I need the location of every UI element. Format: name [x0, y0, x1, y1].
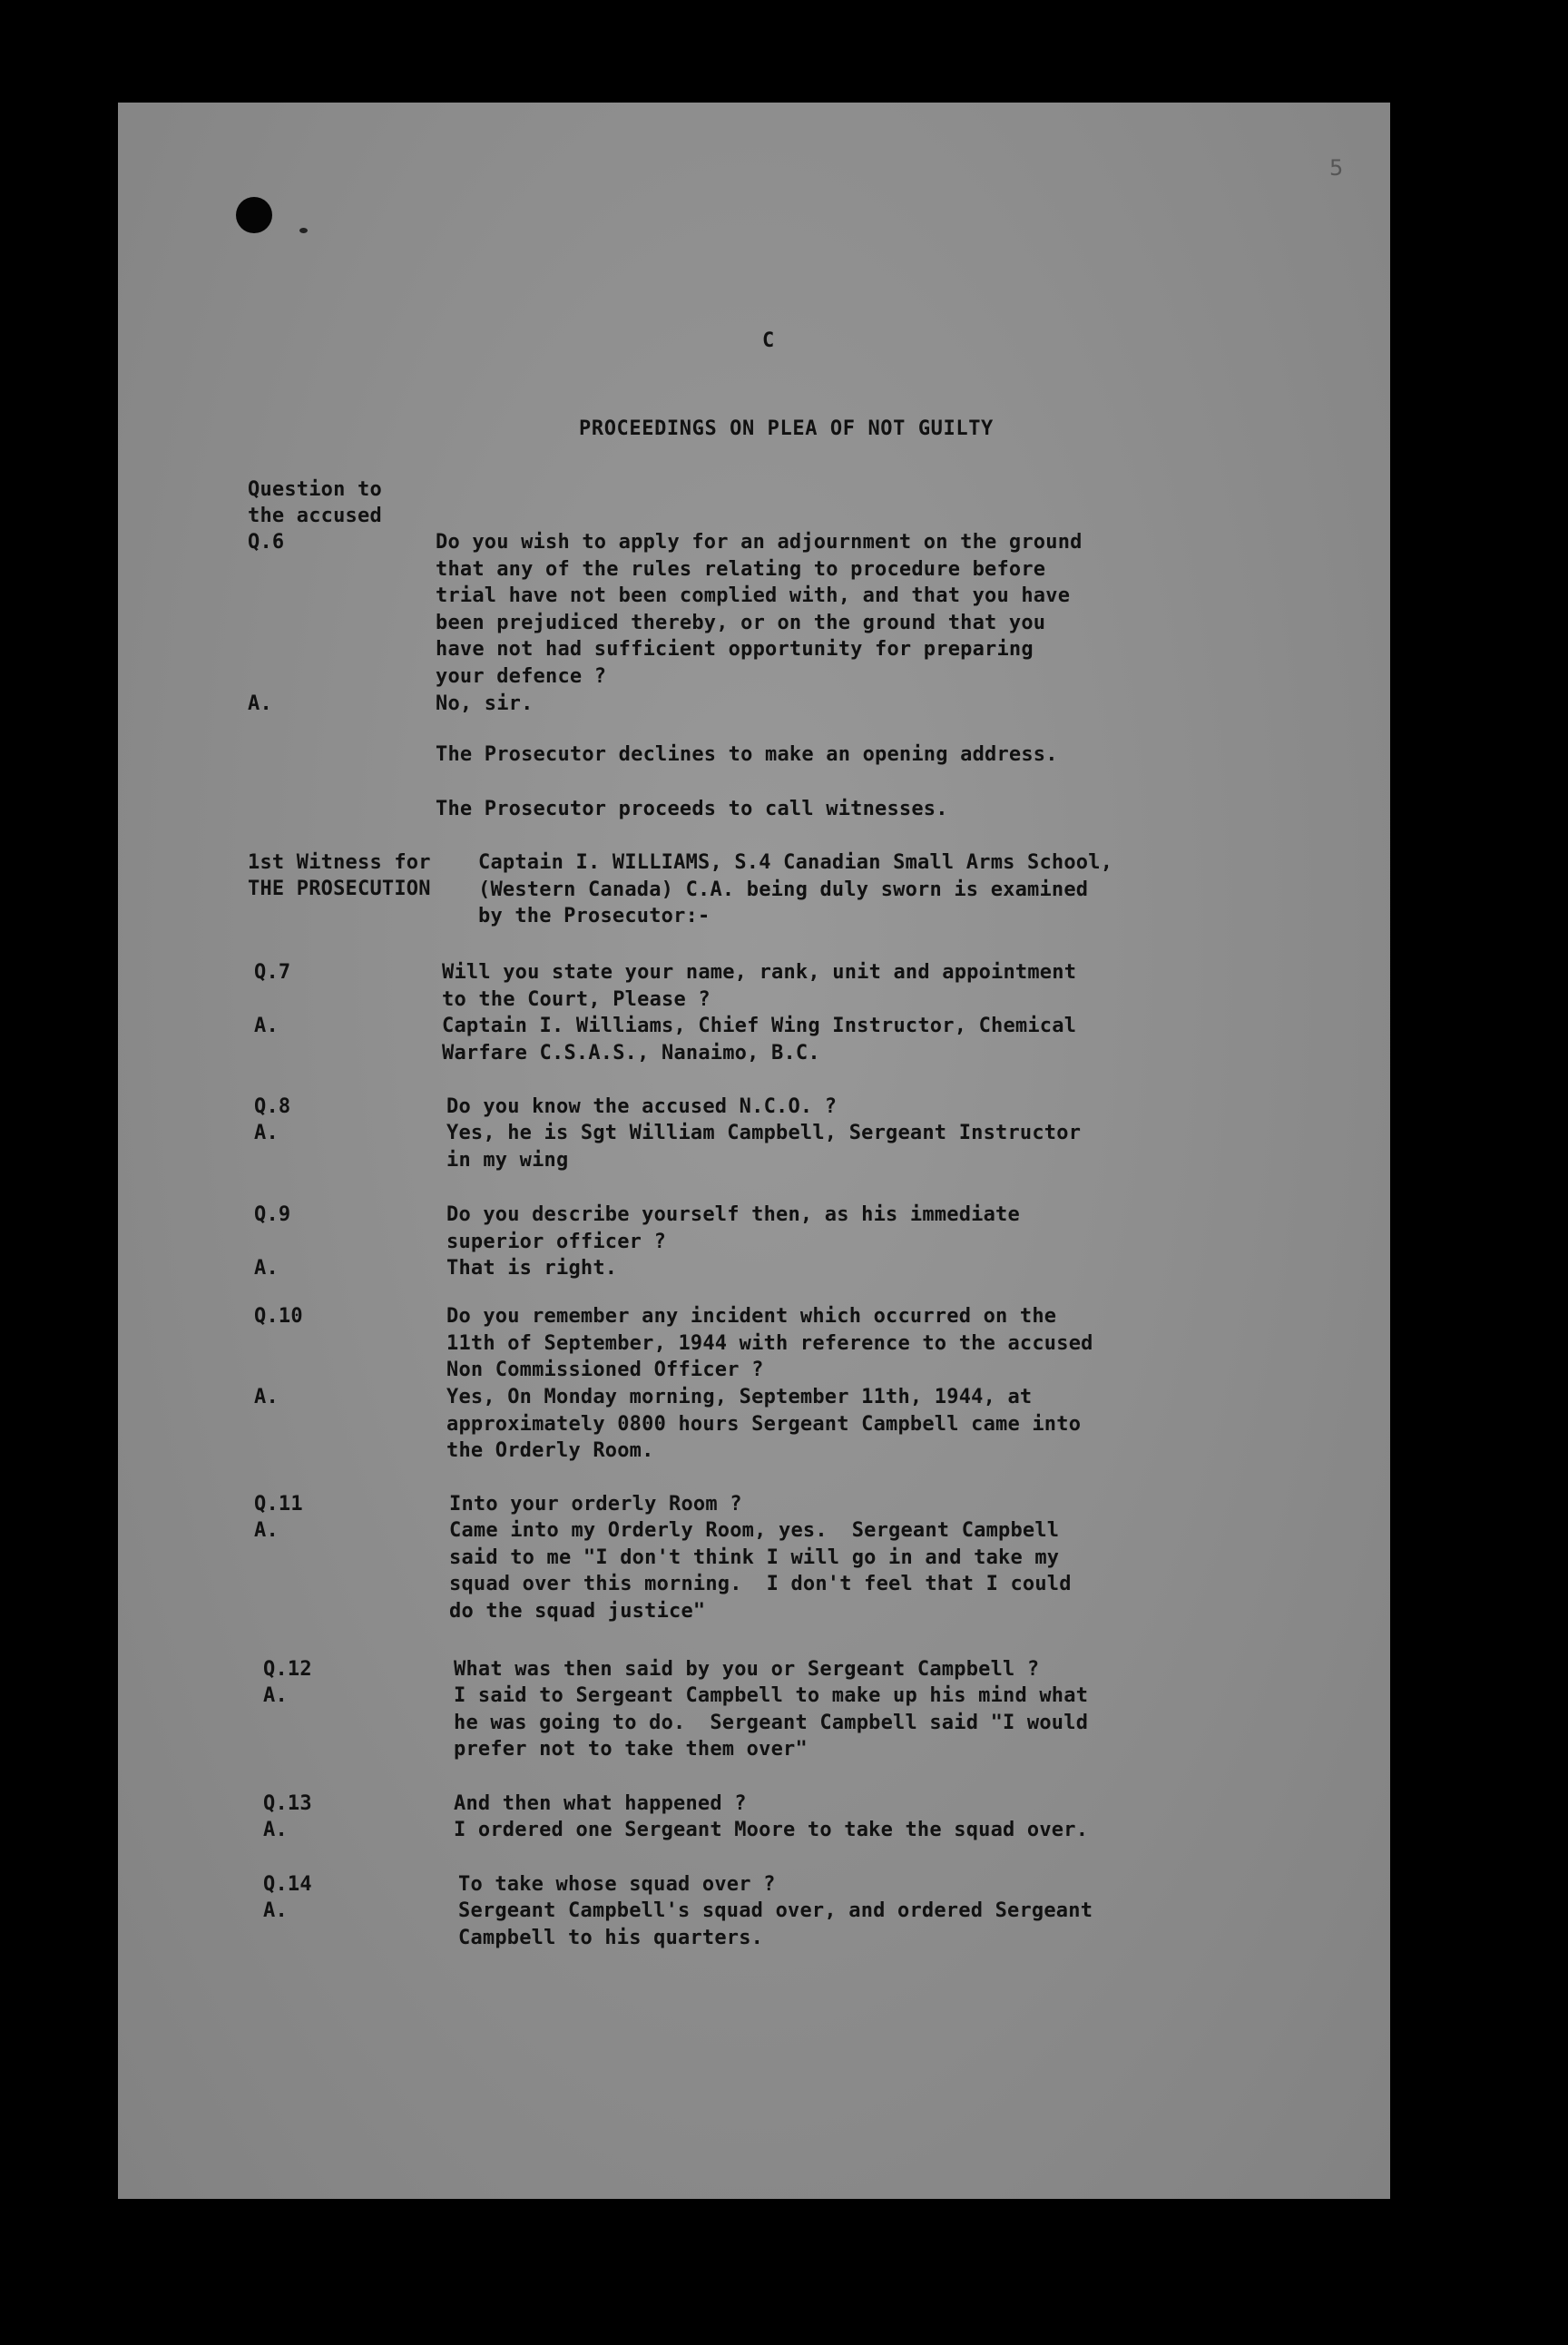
line: to the Court, Please ? [442, 987, 710, 1011]
q-text [446, 1303, 1093, 1384]
line: Campbell to his quarters. [458, 1926, 764, 1949]
line: approximately 0800 hours Sergeant Campbell came into [446, 1412, 1082, 1436]
line: your defence ? [436, 664, 607, 688]
line: To take whose squad over ? [458, 1873, 776, 1896]
line: 11th of September, 1944 with reference to the accused [446, 1331, 1093, 1355]
a-text [449, 1517, 1072, 1624]
line: squad over this morning. I don't feel that I could [449, 1573, 1072, 1595]
a-text: I ordered one Sergeant Moore to take the squad over. [454, 1819, 1089, 1841]
line: Captain I. WILLIAMS, S.4 Canadian Small Arms School, [478, 851, 1113, 874]
line: Came into my Orderly Room, yes. Sergeant Campbell [449, 1519, 1060, 1542]
line: Do you describe yourself then, as his immediate [446, 1203, 1020, 1226]
statement-witnesses: The Prosecutor proceeds to call witnesses. [436, 798, 948, 820]
line: Captain I. Williams, Chief Wing Instructor, Chemical [442, 1015, 1077, 1037]
question-number: Q.6 [248, 531, 285, 554]
line: Into your orderly Room ? [449, 1493, 742, 1516]
punch-hole [236, 197, 272, 233]
a-label: A. [263, 1899, 288, 1922]
statement-opening: The Prosecutor declines to make an opening address. [436, 743, 1058, 766]
line: Will you state your name, rank, unit and appointment [442, 961, 1077, 984]
document-page [118, 103, 1390, 2199]
question-text [436, 529, 1083, 690]
line: Do you remember any incident which occurred on the [446, 1305, 1057, 1328]
question-label-line-1: Question to [248, 478, 382, 501]
q-number: Q.13 [263, 1792, 312, 1815]
q-text [454, 1791, 747, 1818]
corner-mark: 5 [1329, 155, 1344, 181]
a-label: A. [263, 1684, 288, 1707]
a-label: A. [254, 1015, 279, 1037]
a-text [446, 1384, 1081, 1465]
line: Do you know the accused N.C.O. ? [446, 1095, 838, 1118]
line: trial have not been complied with, and that you have [436, 584, 1071, 607]
q-text [454, 1656, 1039, 1683]
q-text [442, 959, 1076, 1013]
q-number: Q.9 [254, 1203, 291, 1226]
q-text [458, 1871, 776, 1899]
q-text [446, 1202, 1020, 1255]
answer-label: A. [248, 692, 272, 715]
page-letter: C [762, 329, 775, 352]
a-text [458, 1898, 1093, 1951]
line: Yes, he is Sgt William Campbell, Sergeant Instructor [446, 1122, 1082, 1144]
answer-text: No, sir. [436, 692, 534, 715]
a-text [454, 1683, 1088, 1763]
a-text [446, 1120, 1081, 1173]
a-label: A. [254, 1386, 279, 1408]
question-label-line-2: the accused [248, 505, 382, 527]
q-number: Q.11 [254, 1493, 303, 1516]
a-label: A. [254, 1257, 279, 1280]
q-number: Q.10 [254, 1305, 303, 1328]
line: in my wing [446, 1148, 569, 1172]
line: Non Commissioned Officer ? [446, 1359, 764, 1381]
line: Yes, On Monday morning, September 11th, 1944, at [446, 1386, 1033, 1408]
line: Do you wish to apply for an adjournment on the ground [436, 531, 1083, 554]
line: said to me "I don't think I will go in and take my [449, 1545, 1060, 1569]
q-number: Q.7 [254, 961, 291, 984]
line: Sergeant Campbell's squad over, and ordered Sergeant [458, 1899, 1093, 1922]
line: Warfare C.S.A.S., Nanaimo, B.C. [442, 1041, 820, 1065]
ink-speck [299, 228, 308, 233]
a-label: A. [254, 1519, 279, 1542]
q-text [449, 1491, 742, 1518]
witness-description [478, 849, 1112, 930]
a-text: That is right. [446, 1257, 618, 1280]
line: prefer not to take them over" [454, 1738, 808, 1761]
q-number: Q.8 [254, 1095, 291, 1118]
line: (Western Canada) C.A. being duly sworn is examined [478, 878, 1089, 901]
line: have not had sufficient opportunity for preparing [436, 638, 1034, 661]
line: superior officer ? [446, 1230, 667, 1253]
q-text [446, 1094, 837, 1121]
line: that any of the rules relating to procedure before [436, 557, 1046, 581]
line: do the squad justice" [449, 1599, 706, 1623]
q-number: Q.14 [263, 1873, 312, 1896]
line: been prejudiced thereby, or on the ground that you [436, 611, 1046, 634]
witness-label-line-1: 1st Witness for [248, 851, 431, 874]
a-label: A. [263, 1819, 288, 1841]
line: And then what happened ? [454, 1792, 747, 1815]
line: by the Prosecutor:- [478, 905, 710, 927]
witness-label-line-2: THE PROSECUTION [248, 878, 431, 900]
line: What was then said by you or Sergeant Campbell ? [454, 1658, 1040, 1681]
line: I said to Sergeant Campbell to make up his mind what [454, 1684, 1089, 1707]
page-heading: PROCEEDINGS ON PLEA OF NOT GUILTY [579, 417, 994, 440]
q-number: Q.12 [263, 1658, 312, 1681]
a-label: A. [254, 1122, 279, 1144]
line: he was going to do. Sergeant Campbell said "I would [454, 1711, 1089, 1734]
a-text [442, 1013, 1076, 1066]
line: the Orderly Room. [446, 1439, 654, 1462]
